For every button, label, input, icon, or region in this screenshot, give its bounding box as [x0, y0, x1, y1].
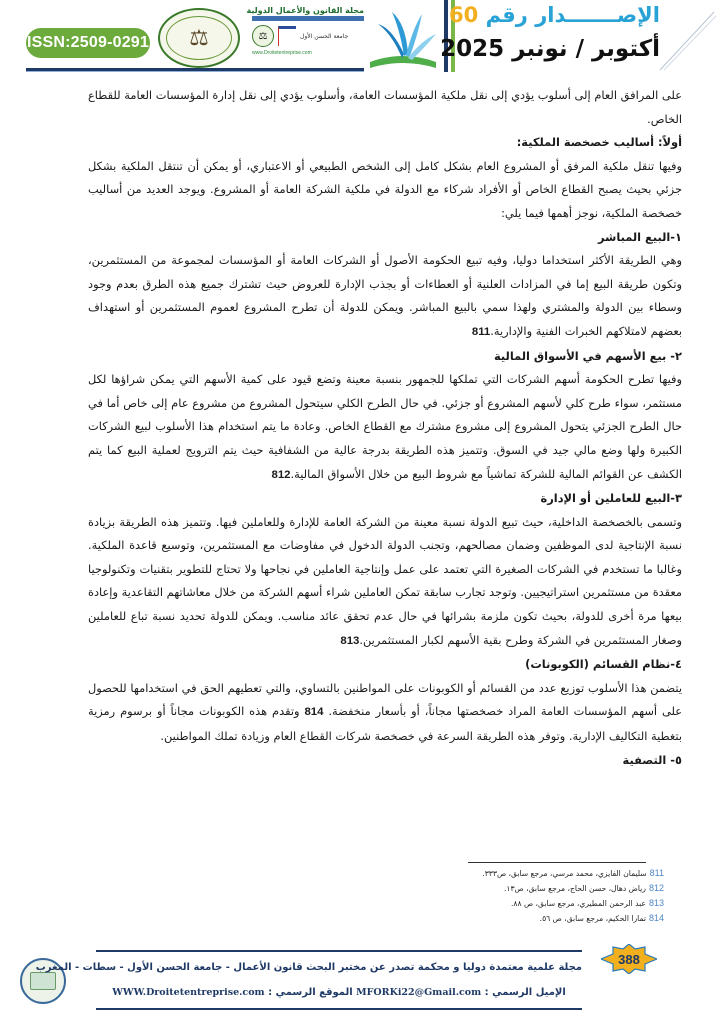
paragraph-ownership: وفيها تنقل ملكية المرفق أو المشروع العام بشكل كامل إلى الشخص الطبيعي أو الاعتباري، أو يمكن أن تنتقل الملكية بشكل جزئي بحيث يصبح القطاع الخاص أو الأفراد شركاء مع الدولة في ملكية الشركة العامة أو المشروع. ويوجد العديد من أساليب خصخصة الملكية، نوجز أهمها فيما يلي:	[88, 158, 682, 220]
decorative-diagonal-lines	[658, 10, 718, 72]
issn-badge: ISSN:2509-0291	[26, 28, 150, 58]
footnote-separator	[468, 862, 646, 863]
issue-number: 60	[449, 3, 479, 27]
email-label: الإميل الرسمي :	[484, 987, 566, 998]
paragraph-direct-sale: وهي الطريقة الأكثر استخداما دوليا، وفيه تبيع الحكومة الأصول أو الشركات العامة أو المؤسسات لمجموعة من المستثمرين، وتكون طريقة البيع إما في المزادات العلنية أو العطاءات أو بجذب الإدارة للعروض حيث تشترك جميع هذه الطرق بعدم وجود وسطاء بين الدولة والمشتري ولهذا سمي بالبيع المباشر. ويمكن للدولة أن تطرح المشروع لعموم المستثمرين أو استهداف بعضهم لامتلاكهم الخبرات الفنية والإدارية.811	[88, 253, 682, 338]
footnote-ref-814[interactable]: 814	[304, 706, 324, 719]
journal-name: مجلة القانون والأعمال الدولية	[246, 6, 364, 15]
footer-rule-top	[96, 950, 582, 952]
page-header	[0, 0, 724, 75]
section-heading-ownership: أولاً: أساليب خصخصة الملكية:	[516, 135, 682, 150]
journal-subtitle-strip	[252, 16, 364, 21]
paragraph-intro: على المرافق العام إلى أسلوب يؤدي إلى نقل ملكية المؤسسات العامة، وأسلوب يؤدي إلى نقل إدارة المؤسسات العامة للقطاع الخاص.	[88, 88, 682, 126]
research-lab-logo	[158, 8, 240, 68]
article-body	[88, 84, 682, 772]
footnote-number[interactable]: 814	[648, 913, 664, 923]
journal-url: www.Droitetentreprise.com	[252, 50, 312, 56]
footer-journal-description: مجلة علمية معتمدة دوليا و محكمة تصدر عن مختبر البحث قانون الأعمال - جامعة الحسن الأول - سطات - المغرب	[35, 962, 582, 973]
partner-logos	[252, 25, 364, 47]
subheading-vouchers: ٤-نظام القسائم (الكوبونات)	[525, 657, 682, 672]
issue-label	[449, 3, 660, 27]
open-book-logo-icon	[362, 4, 444, 74]
logo-ring	[166, 16, 232, 60]
journal-banner	[246, 6, 364, 64]
paragraph-vouchers: يتضمن هذا الأسلوب توزيع عدد من القسائم أو الكوبونات على المواطنين بالتساوي، والتي تعطيهم الحق في استخدامها للحصول على أسهم المؤسسات العامة المراد خصخصتها مجاناً، أو بأسعار منخفضة. 814 وتقدم هذه الكوبونات مجاناً أو برسوم رمزية بتغطية التكاليف الإدارية. وتوفر هذه الطريقة السرعة في خصخصة شركات القطاع العام وزيادة تملك المواطنين.	[88, 680, 683, 744]
paragraph-employee-sale: وتسمى بالخصخصة الداخلية، حيث تبيع الدولة نسبة معينة من الشركة العامة للإدارة وللعاملين فيها. وتتميز هذه الطريقة بزيادة نسبة الإنتاجية لدى الموظفين وضمان مصالحهم، وتجنب الدولة الدخول في مفاوضات مع المستثمرين، وتوسيع قاعدة الملكية. وغالبا ما تستخدم في الشركات الصغيرة التي تعتمد على عمل وإنتاجية العاملين في نجاحها ولا تحتاج للتطوير بتقنيات وتكنولوجيا معقدة من مستثمرين استراتيجيين. وتوجد تجارب سابقة تمكن العاملين شراء أسهم الشركة من خلال معاشاتهم التقاعدية وإعادة بيعها مرة أخرى للدولة، بحيث تكون ملزمة بشرائها في حال عدم تحقق عائد مناسب. ويمكن للدولة تحديد نسبة تباع للعاملين وصغار المستثمرين في الشركة وطرح بقية الأسهم لكبار المستثمرين.813	[88, 514, 682, 647]
scales-of-justice-icon: ⚖	[189, 25, 209, 51]
email-link[interactable]: MFORKi22@Gmail.com	[356, 987, 482, 998]
subheading-liquidation: ٥- التصفية	[622, 752, 682, 767]
university-name: جامعة الحسن الأول	[300, 32, 349, 40]
subheading-direct-sale: ١-البيع المباشر	[598, 229, 682, 244]
issue-prefix: الإصـــــــدار رقم	[485, 3, 660, 27]
footnote-ref-813[interactable]: 813	[340, 634, 360, 647]
page-number: 388	[618, 951, 640, 967]
paragraph-stock-sale: وفيها تطرح الحكومة أسهم الشركات التي تملكها للجمهور بنسبة معينة وتضع قيود على كمية الأسهم التي يمكن شراؤها لكل مستثمر، سواء طرح كلي لأسهم المشروع أو جزئي. في حال الطرح الكلي سيتحول المشروع من مشروع عام إلى خاص أما في حال الطرح الجزئي يتحول المشروع إلى مشروع مشترك مع القطاع الخاص. وعادة ما يتم استخدام هذا الأسلوب لبيع الشركات الكبيرة ولها وضع مالي جيد في السوق. وتتميز هذه الطريقة بدرجة عالية من الشفافية حيث يتم الترويج لعملية البيع كما يتم الكشف عن القوائم المالية للشركة تماشياً مع شروط البيع من خلال الأسواق المالية.812	[88, 372, 682, 481]
footer-rule-bottom	[96, 1008, 582, 1010]
website-link[interactable]: WWW.Droitetentreprise.com	[112, 987, 265, 998]
footnote-ref-812[interactable]: 812	[271, 468, 291, 481]
footnote-item: 811سليمان الفايزي، محمد مرسي، مرجع سابق، ص٣٣٣.	[482, 868, 664, 878]
footer-contact	[96, 987, 582, 998]
footnote-item: 812رياض دهال، حسن الحاج، مرجع سابق، ص١٣.	[503, 883, 664, 893]
seal-inner-emblem	[30, 972, 56, 990]
lab-mini-logo-icon: ⚖	[252, 25, 274, 47]
subheading-employee-sale: ٣-البيع للعاملين أو الإدارة	[540, 491, 682, 506]
site-label: الموقع الرسمي :	[268, 987, 353, 998]
issue-date: أكتوبر / نونبر 2025	[440, 36, 660, 62]
footnote-ref-811[interactable]: 811	[471, 325, 491, 338]
footnote-item: 814تمارا الحكيم، مرجع سابق، ص ٥٦.	[539, 913, 664, 923]
subheading-stock-sale: ٢- بيع الأسهم في الأسواق المالية	[494, 348, 682, 363]
header-rule-accent	[26, 71, 364, 72]
footnotes	[364, 866, 664, 926]
footnote-item: 813عبد الرحمن المطيري، مرجع سابق، ص ٨٨.	[510, 898, 664, 908]
footnote-number[interactable]: 813	[648, 898, 664, 908]
footnote-number[interactable]: 812	[648, 883, 664, 893]
university-logo-icon	[278, 26, 296, 46]
footnote-number[interactable]: 811	[649, 868, 664, 878]
